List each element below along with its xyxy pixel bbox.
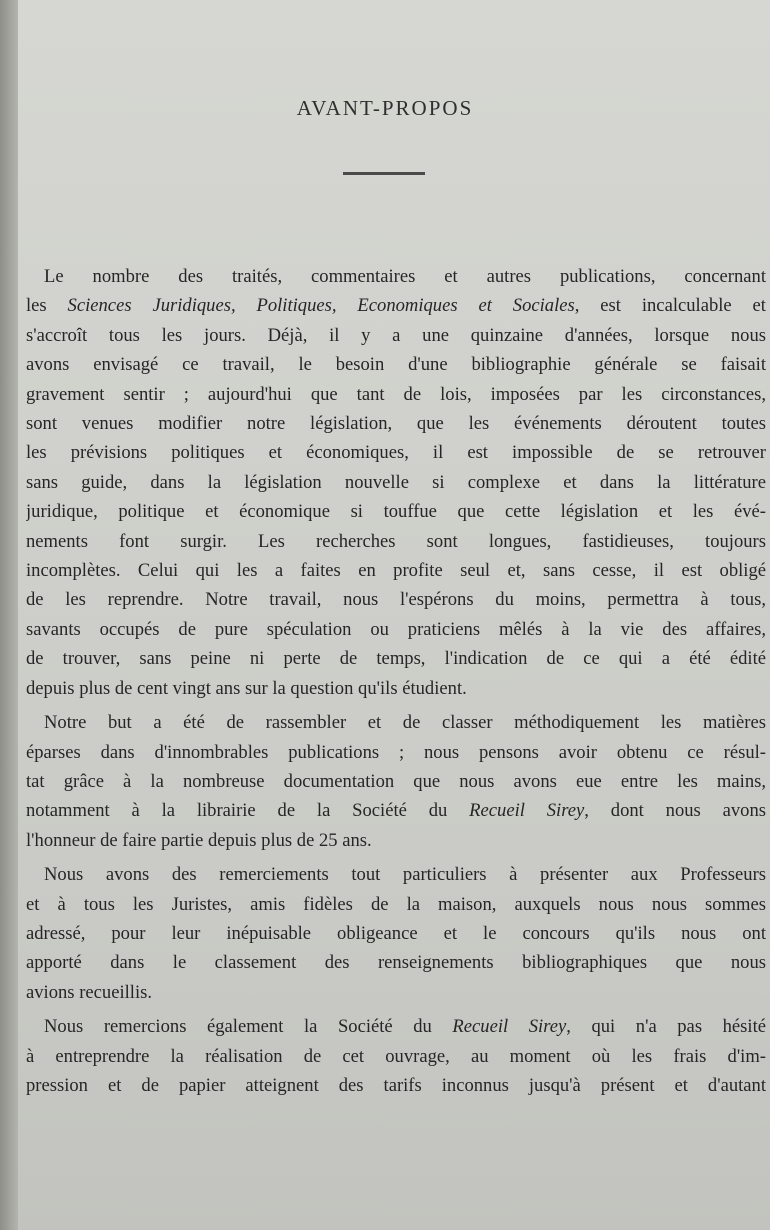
text-line: pression et de papier atteignent des tarifs inconnus jusqu'à présent et d'autant	[26, 1074, 766, 1096]
text-line: s'accroît tous les jours. Déjà, il y a une quinzaine d'années, lorsque nous	[26, 324, 766, 346]
text-line: nements font surgir. Les recherches sont longues, fastidieuses, toujours	[26, 530, 766, 552]
text-line: éparses dans d'innombrables publications ; nous pensons avoir obtenu ce résul-	[26, 741, 766, 763]
text-line: savants occupés de pure spéculation ou praticiens mêlés à la vie des affaires,	[26, 618, 766, 640]
text-line: depuis plus de cent vingt ans sur la question qu'ils étudient.	[26, 677, 467, 699]
text-line: incomplètes. Celui qui les a faites en profite seul et, sans cesse, il est obligé	[26, 560, 766, 582]
paragraph	[26, 860, 766, 1007]
text-line: avons envisagé ce travail, le besoin d'une bibliographie générale se faisait	[26, 354, 766, 376]
paragraph	[26, 262, 766, 703]
page-title: AVANT-PROPOS	[296, 96, 474, 120]
body-text	[26, 262, 766, 1105]
text-line: Nous remercions également la Société du Recueil Sirey, qui n'a pas hésité	[44, 1016, 766, 1038]
paragraph	[26, 1012, 766, 1100]
page-edge	[0, 0, 18, 1230]
paragraph	[26, 708, 766, 855]
text-line: tat grâce à la nombreuse documentation que nous avons eue entre les mains,	[26, 770, 766, 792]
text-line: notamment à la librairie de la Société du Recueil Sirey, dont nous avons	[26, 800, 766, 822]
text-line: apporté dans le classement des renseignements bibliographiques que nous	[26, 952, 766, 974]
text-line: sans guide, dans la législation nouvelle si complexe et dans la littérature	[26, 471, 766, 493]
title-rule	[343, 172, 425, 175]
text-line: de les reprendre. Notre travail, nous l'espérons du moins, permettra à tous,	[26, 589, 766, 611]
text-line: avions recueillis.	[26, 981, 152, 1003]
text-line: et à tous les Juristes, amis fidèles de la maison, auxquels nous nous sommes	[26, 893, 766, 915]
text-line: Notre but a été de rassembler et de classer méthodiquement les matières	[44, 712, 766, 734]
text-line: les prévisions politiques et économiques, il est impossible de se retrouver	[26, 442, 766, 464]
text-line: de trouver, sans peine ni perte de temps, l'indication de ce qui a été édité	[26, 648, 766, 670]
text-line: juridique, politique et économique si touffue que cette législation et les évé-	[26, 501, 766, 523]
text-line: adressé, pour leur inépuisable obligeance et le concours qu'ils nous ont	[26, 922, 766, 944]
text-line: Nous avons des remerciements tout particuliers à présenter aux Professeurs	[44, 864, 766, 886]
text-line: à entreprendre la réalisation de cet ouvrage, au moment où les frais d'im-	[26, 1045, 766, 1067]
text-line: sont venues modifier notre législation, que les événements déroutent toutes	[26, 413, 766, 435]
text-line: l'honneur de faire partie depuis plus de 25 ans.	[26, 829, 372, 851]
text-line: gravement sentir ; aujourd'hui que tant de lois, imposées par les circonstances,	[26, 383, 766, 405]
text-line: les Sciences Juridiques, Politiques, Economiques et Sociales, est incalculable et	[26, 295, 766, 317]
text-line: Le nombre des traités, commentaires et autres publications, concernant	[44, 266, 766, 287]
